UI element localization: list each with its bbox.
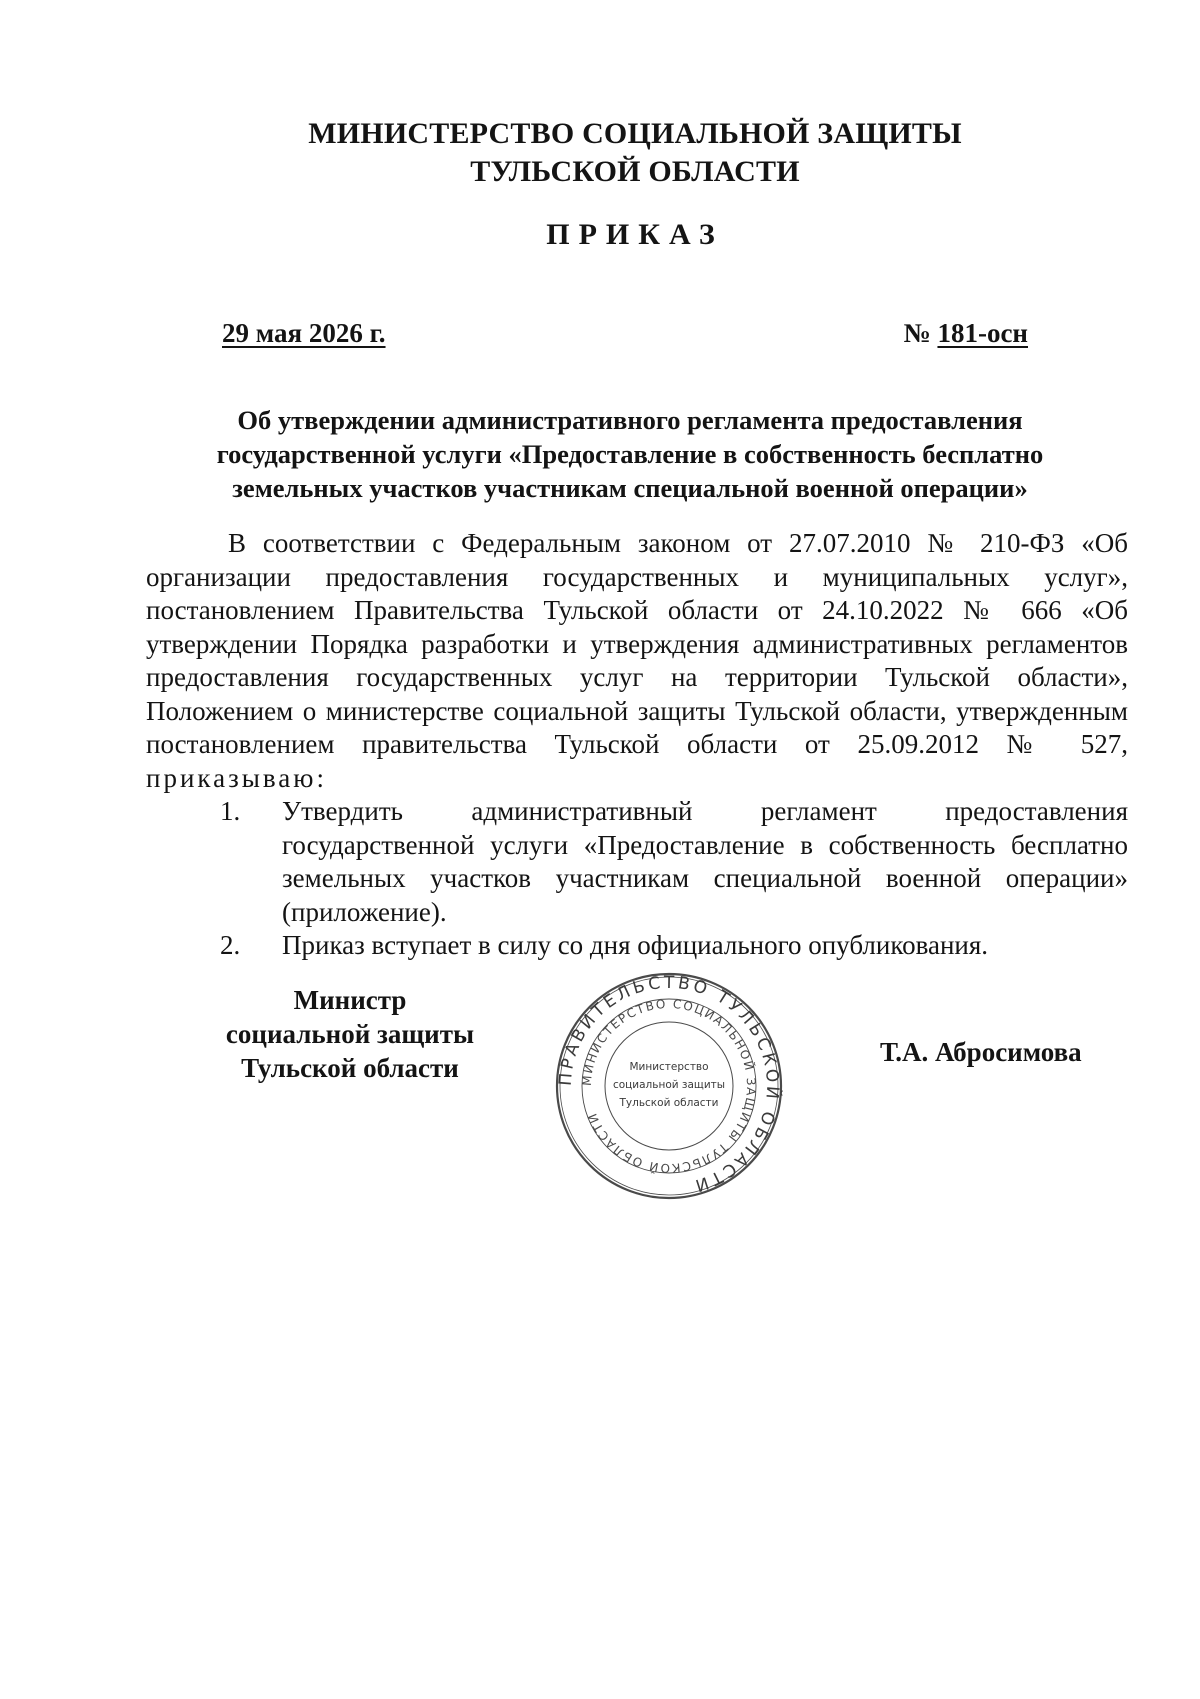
signer-title-line-3: Тульской области: [241, 1053, 459, 1083]
order-item-list: [146, 795, 1128, 963]
seal-outer-text: ПРАВИТЕЛЬСТВО ТУЛЬСКОЙ ОБЛАСТИ: [555, 972, 783, 1197]
subject-line-3: земельных участков участникам специальной военной операции»: [232, 473, 1028, 503]
signer-name: Т.А. Абросимова: [880, 1037, 1082, 1067]
order-item: [146, 795, 1128, 929]
official-seal-icon: [553, 970, 785, 1202]
order-item-text: Приказ вступает в силу со дня официального опубликования.: [282, 930, 989, 960]
subject-line-2: государственной услуги «Предоставление в собственность бесплатно: [216, 439, 1044, 469]
preamble-text: В соответствии с Федеральным законом от 27.07.2010 № 210-ФЗ «Об организации предоставления государственных и муниципальных услуг», постановлением Правительства Тульской области от 24.10.2022 № 666 «Об утверждении Порядка разработки и утверждения административных регламентов предоставления государственных услуг на территории Тульской области», Положением о министерстве социальной защиты Тульской области, утвержденным постановлением правительства Тульской области от 25.09.2012 № 527,: [146, 528, 1128, 759]
order-item-number: 2.: [220, 930, 241, 960]
order-date: 29 мая 2026 г.: [222, 318, 386, 348]
seal-center-line-1: Министерство: [629, 1061, 709, 1073]
seal-inner-text: МИНИСТЕРСТВО СОЦИАЛЬНОЙ ЗАЩИТЫ ТУЛЬСКОЙ ОБЛАСТИ: [579, 996, 759, 1176]
preamble-paragraph: [146, 527, 1128, 795]
order-number-value: 181-осн: [937, 318, 1028, 348]
order-item: [146, 929, 1128, 963]
signer-title-line-2: социальной защиты: [225, 1019, 475, 1049]
ministry-line-2: ТУЛЬСКОЙ ОБЛАСТИ: [470, 155, 800, 188]
order-item-number: 1.: [220, 796, 241, 826]
order-item-text: Утвердить административный регламент предоставления государственной услуги «Предоставление в собственность бесплатно земельных участков участникам специальной военной операции» (приложение).: [282, 796, 1128, 927]
order-number: [904, 318, 1028, 349]
order-subject: [150, 403, 1110, 505]
ministry-heading: [200, 115, 1070, 191]
seal-center-line-3: Тульской области: [619, 1097, 719, 1109]
seal-center-line-2: социальной защиты: [612, 1079, 726, 1091]
signer-title: [200, 983, 500, 1085]
order-title: ПРИКАЗ: [546, 218, 724, 251]
ministry-line-1: МИНИСТЕРСТВО СОЦИАЛЬНОЙ ЗАЩИТЫ: [308, 117, 962, 150]
signer-title-line-1: Министр: [293, 985, 407, 1015]
order-verb: приказываю:: [146, 762, 327, 793]
subject-line-1: Об утверждении административного регламента предоставления: [237, 405, 1023, 435]
order-body: [146, 527, 1128, 963]
order-number-prefix: №: [903, 318, 931, 348]
